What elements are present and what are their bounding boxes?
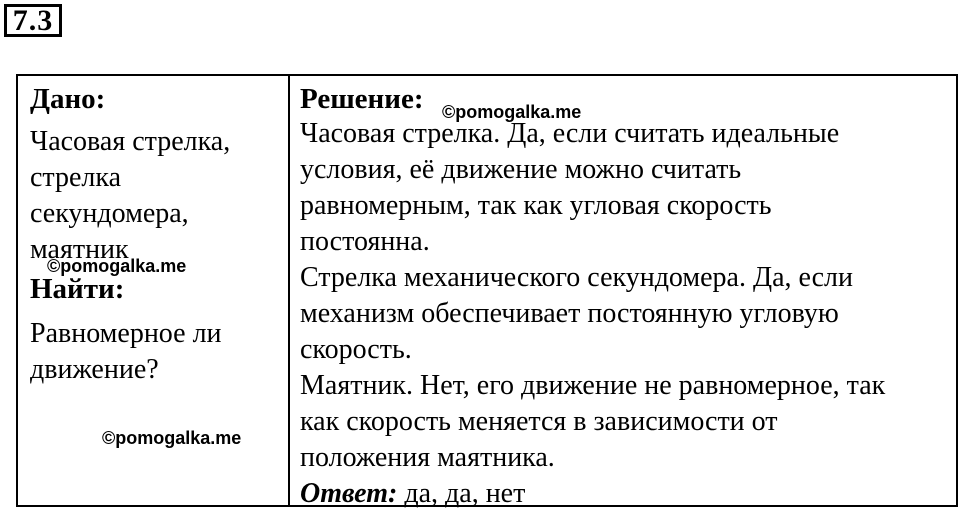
column-divider bbox=[288, 76, 290, 505]
solution-heading: Решение: bbox=[300, 83, 424, 115]
answer-value: да, да, нет bbox=[397, 478, 526, 509]
given-heading: Дано: bbox=[30, 83, 106, 115]
task-table bbox=[16, 74, 958, 507]
solution-text: Часовая стрелка. Да, если считать идеальные условия, её движение можно считать равномерным, так как угловая скорость постоянна. Стрелка механического секундомера. Да, если механизм обеспечивает постоянную угловую скорость. Маятник. Нет, его движение не равномерное, так как скорость меняется в зависимости от положения маятника. bbox=[300, 118, 886, 473]
answer-line bbox=[300, 476, 950, 512]
task-number: 7.3 bbox=[4, 4, 62, 37]
find-text: Равномерное ли движение? bbox=[30, 318, 222, 385]
answer-label: Ответ: bbox=[300, 478, 398, 509]
given-column bbox=[30, 82, 280, 268]
find-heading: Найти: bbox=[30, 273, 125, 305]
watermark-bottom: ©pomogalka.me bbox=[102, 428, 242, 448]
solution-column bbox=[300, 82, 950, 512]
watermark-middle: ©pomogalka.me bbox=[47, 256, 187, 276]
watermark-top: ©pomogalka.me bbox=[442, 102, 582, 122]
given-text: Часовая стрелка, стрелка секундомера, маятник bbox=[30, 126, 231, 265]
